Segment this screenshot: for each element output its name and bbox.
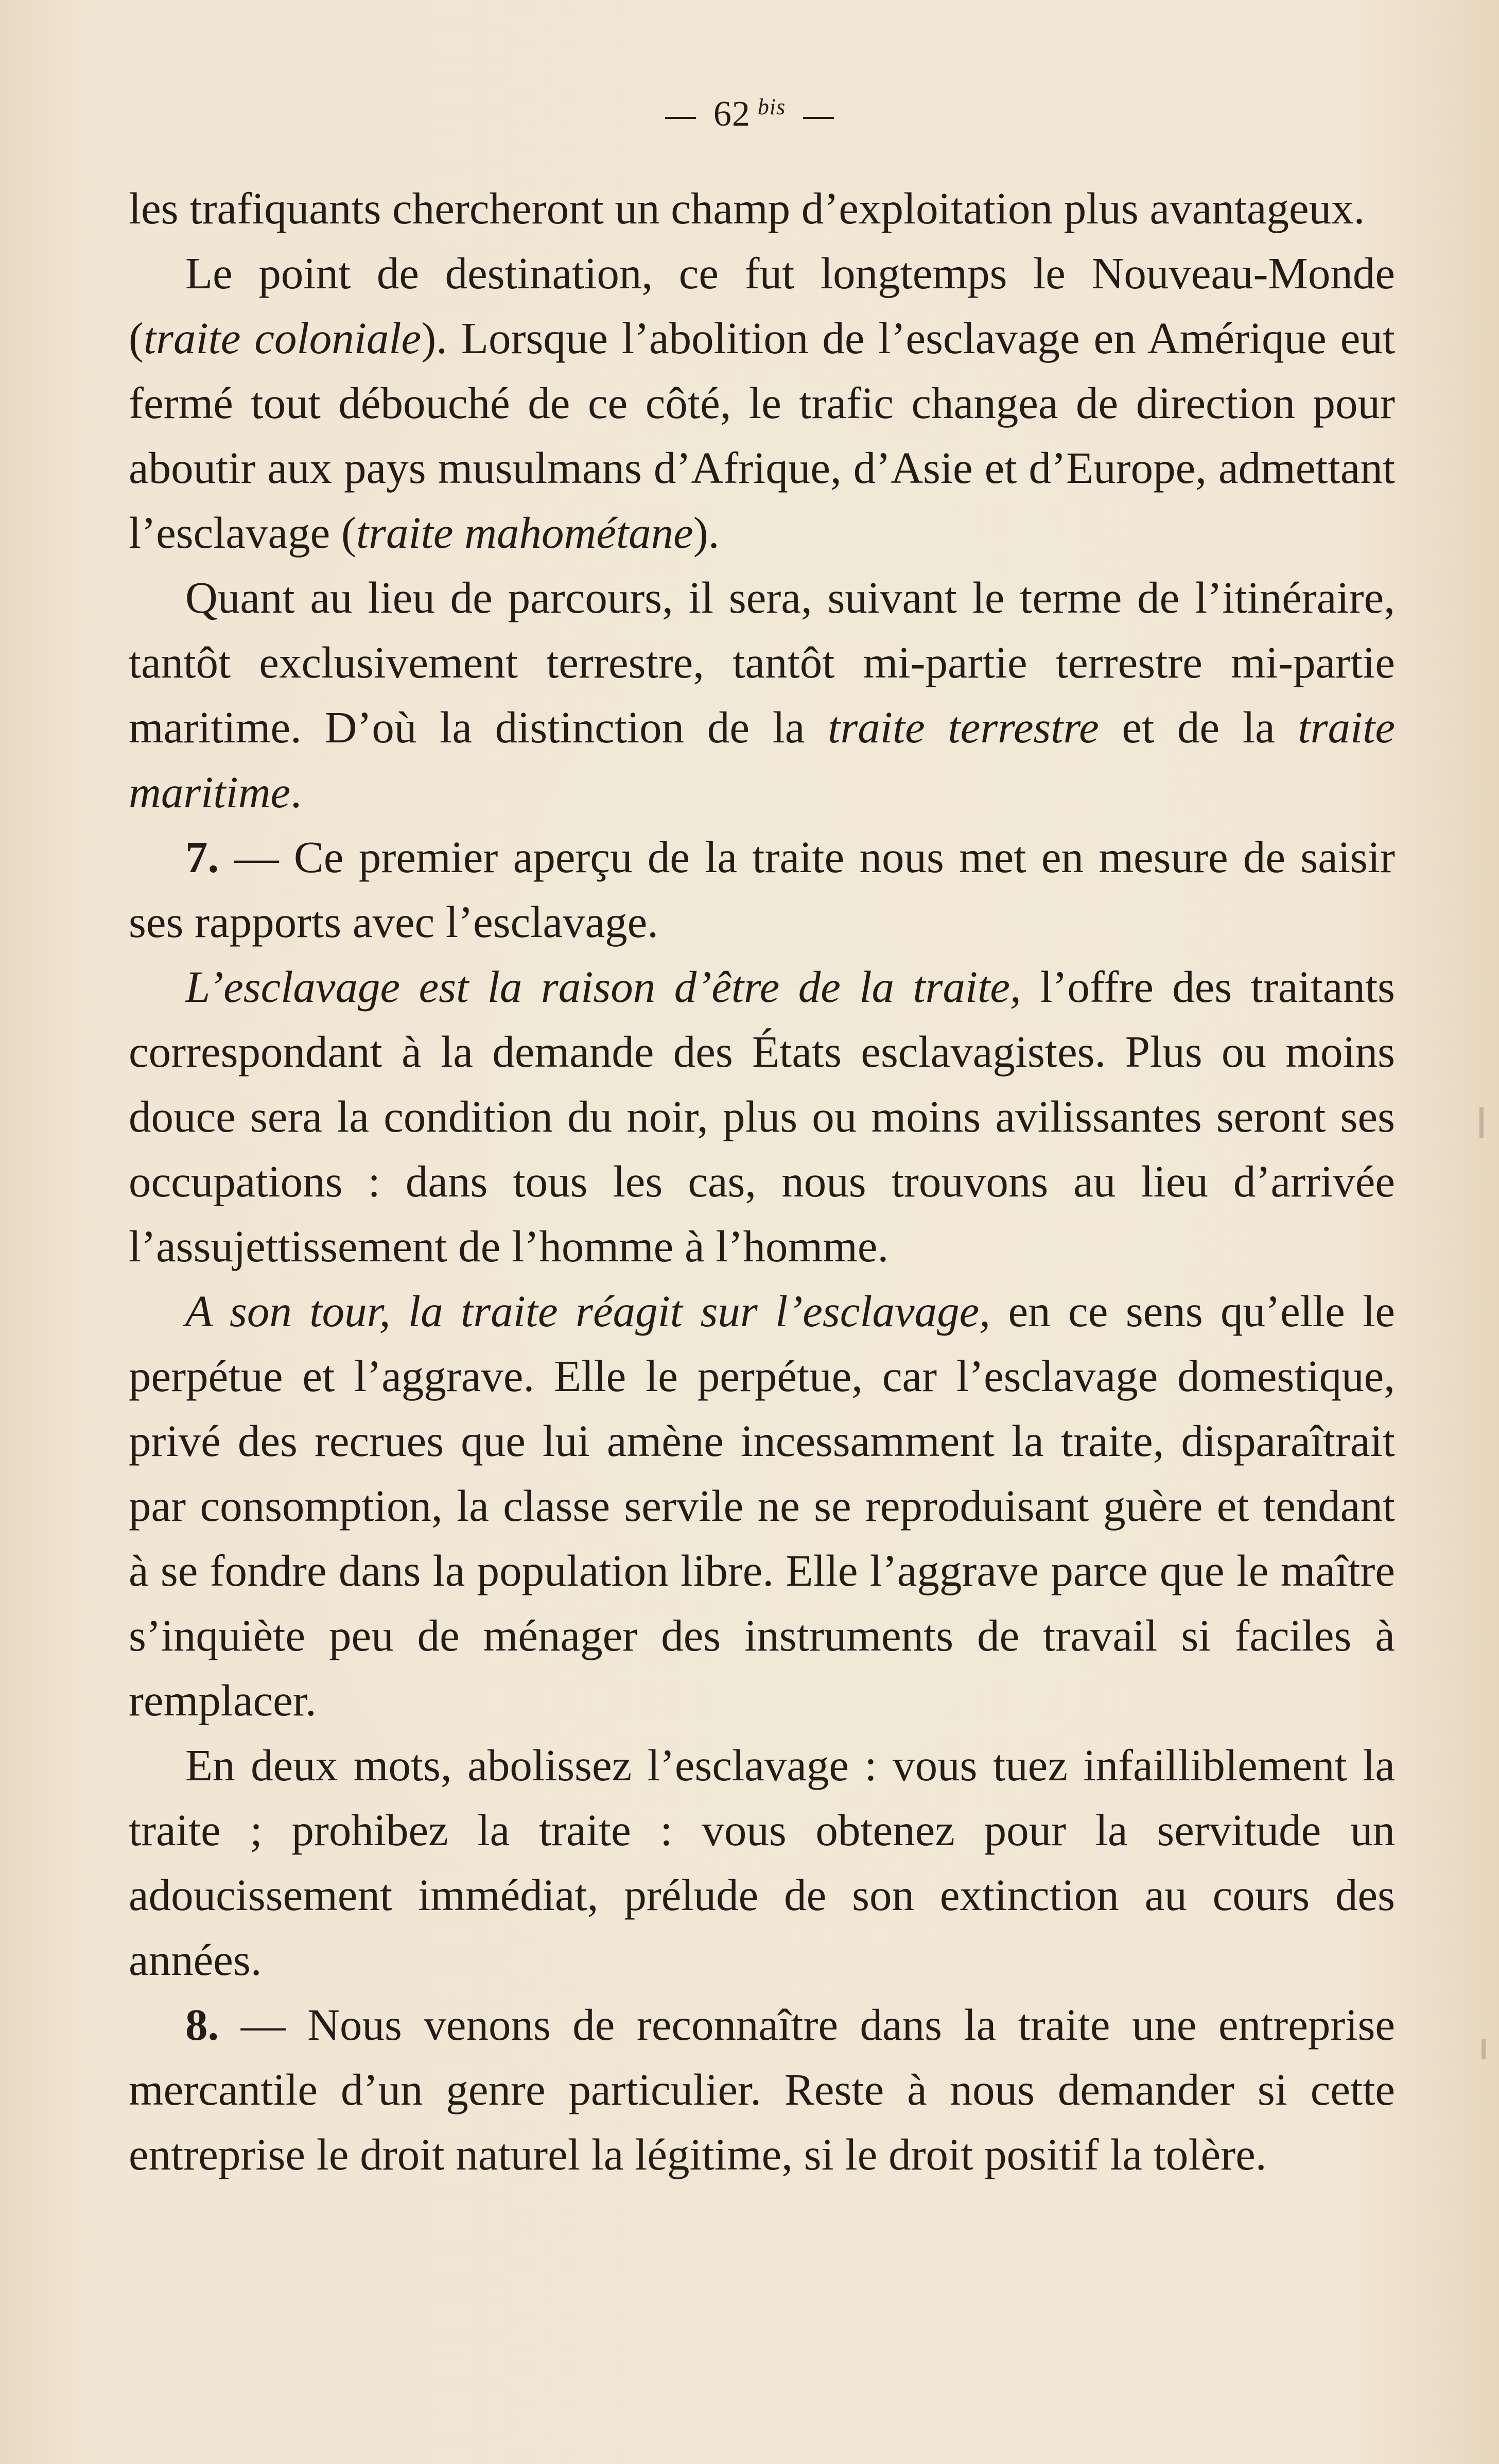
paragraph-4 <box>129 825 1395 955</box>
paragraph-8 <box>129 1992 1395 2187</box>
paragraph-2-italic-2: traite mahométane <box>356 508 693 558</box>
paragraph-2-italic-1: traite coloniale <box>143 313 422 363</box>
paragraph-6 <box>129 1279 1395 1733</box>
paragraph-2-text-c: ). <box>693 508 720 558</box>
paragraph-5-italic-1: L’esclavage est la raison d’être de la traite, <box>185 962 1021 1012</box>
paragraph-3-italic-1: traite terrestre <box>828 702 1099 752</box>
paragraph-4-text: — Ce premier aperçu de la traite nous met en mesure de saisir ses rapports avec l’esclavage. <box>129 832 1395 947</box>
paragraph-2-text-b: ). Lorsque l’abolition de l’esclavage en Amérique eut fermé tout débouché de ce côté, le trafic changea de direction pour aboutir aux pays musulmans d’Afrique, d’Asie et d’Europe, admettant l’esclavage ( <box>129 313 1395 558</box>
paragraph-6-text-a: en ce sens qu’elle le perpétue et l’aggrave. Elle le perpétue, car l’esclavage domestique, privé des recrues que lui amène incessamment la traite, disparaîtrait par consomption, la classe servile ne se reproduisant guère et tendant à se fondre dans la population libre. Elle l’aggrave parce que le maître s’inquiète peu de ménager des instruments de travail si faciles à remplacer. <box>129 1286 1395 1725</box>
page-header <box>0 86 1499 135</box>
page-number-suffix: bis <box>757 94 786 119</box>
paragraph-8-text: — Nous venons de reconnaître dans la traite une entreprise mercantile d’un genre particulier. Reste à nous demander si cette entreprise le droit naturel la légitime, si le droit positif la tolère. <box>129 2000 1395 2179</box>
paper-blemish <box>1481 2039 1486 2059</box>
paragraph-3 <box>129 565 1395 825</box>
paragraph-3-text-b: et de la <box>1099 702 1298 752</box>
paragraph-2-text-a: Le point de destination, ce fut longtemps le Nouveau-Monde ( <box>129 248 1395 363</box>
section-marker-7: 7. <box>185 832 219 882</box>
section-marker-8: 8. <box>185 2000 219 2050</box>
paper-blemish <box>1479 1107 1484 1138</box>
paragraph-7 <box>129 1733 1395 1992</box>
header-dash-right <box>803 117 834 119</box>
paragraph-7-text: En deux mots, abolissez l’esclavage : vous tuez infailliblement la traite ; prohibez la traite : vous obtenez pour la servitude un adoucissement immédiat, prélude de son extinction au cours des années. <box>129 1740 1395 1985</box>
paragraph-3-text-c: . <box>290 767 302 817</box>
paragraph-5 <box>129 955 1395 1279</box>
paragraph-1 <box>129 176 1395 241</box>
paragraph-2 <box>129 241 1395 565</box>
paragraph-3-italic-2: traite maritime <box>129 702 1395 817</box>
paragraph-3-text-a: Quant au lieu de parcours, il sera, suivant le terme de l’itinéraire, tantôt exclusivement terrestre, tantôt mi-partie terrestre mi-partie maritime. D’où la distinction de la <box>129 572 1395 752</box>
paragraph-5-text-a: l’offre des traitants correspondant à la demande des États esclavagistes. Plus ou moins douce sera la condition du noir, plus ou moins avilissantes seront ses occupations : dans tous les cas, nous trouvons au lieu d’arrivée l’assujettissement de l’homme à l’homme. <box>129 962 1395 1271</box>
page-number: 62 <box>713 94 751 134</box>
body-text <box>129 176 1395 2187</box>
header-dash-left <box>665 117 696 119</box>
paragraph-1-text: les trafiquants chercheront un champ d’exploitation plus avantageux. <box>129 183 1365 233</box>
paragraph-6-italic-1: A son tour, la traite réagit sur l’esclavage, <box>185 1286 991 1336</box>
